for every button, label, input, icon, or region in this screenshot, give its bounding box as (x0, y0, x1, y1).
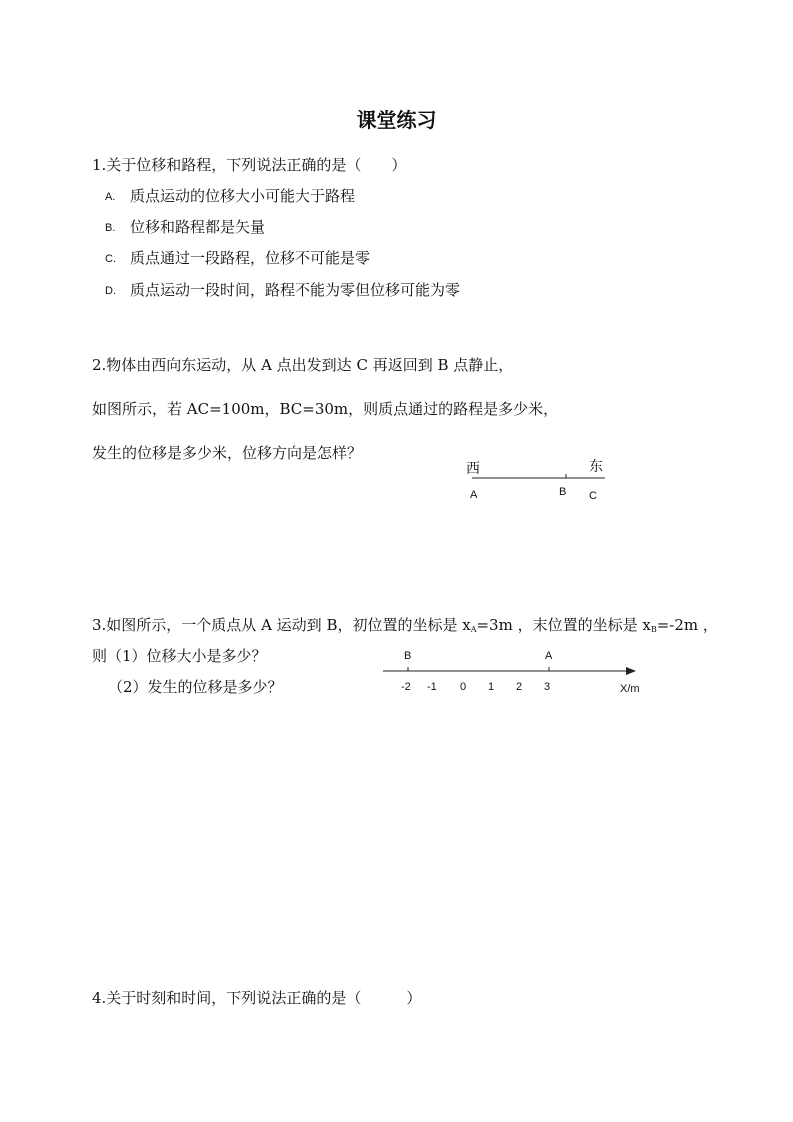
q1-option-c-letter: C. (105, 253, 116, 265)
q2-west-label: 西 (466, 461, 480, 477)
q3-tick-label-0: 0 (460, 681, 467, 693)
q2-east-label: 东 (589, 459, 603, 475)
q3-axis-arrow (626, 667, 636, 675)
q3-point-b-label: B (404, 650, 412, 662)
q1-option-c: 质点通过一段路程，位移不可能是零 (130, 249, 371, 267)
q3-tick-label-2: 2 (516, 681, 523, 693)
q3-axis-unit-label: X/m (620, 683, 640, 695)
q3-line-3: （2）发生的位移是多少？ (108, 678, 283, 696)
q3-tick-label-1: 1 (488, 681, 495, 693)
q2-point-c-label: C (589, 490, 597, 502)
q3-subscript-b: B (650, 625, 657, 634)
q1-option-b-letter: B. (105, 222, 116, 234)
q2-line-3: 发生的位移是多少米，位移方向是怎样？ (92, 444, 363, 462)
q1-option-b: 位移和路程都是矢量 (130, 218, 266, 236)
q3-point-a-label: A (545, 650, 553, 662)
q3-tick-label-neg1: -1 (427, 681, 437, 693)
q4-stem: 4.关于时刻和时间，下列说法正确的是（ ） (92, 989, 422, 1007)
q3-line-1-pre: 3.如图所示，一个质点从 A 运动到 B，初位置的坐标是 x (92, 616, 471, 634)
q1-option-a-letter: A. (105, 191, 116, 203)
q2-line-2: 如图所示，若 AC=100m，BC=30m，则质点通过的路程是多少米， (92, 400, 559, 418)
q3-subscript-a: A (470, 625, 477, 634)
q1-stem: 1.关于位移和路程，下列说法正确的是（ ） (92, 156, 407, 174)
page-title: 课堂练习 (356, 108, 437, 132)
q1-option-a: 质点运动的位移大小可能大于路程 (130, 187, 356, 205)
q3-line-1 (92, 616, 718, 639)
q1-option-d: 质点运动一段时间，路程不能为零但位移可能为零 (130, 281, 461, 299)
q3-tick-label-3: 3 (544, 681, 551, 693)
q3-tick-label-neg2: -2 (401, 681, 411, 693)
q3-line-1-post: =-2m ， (656, 616, 718, 634)
q1-option-d-letter: D. (105, 285, 116, 297)
q2-point-a-label: A (470, 489, 478, 501)
q3-line-1-mid: =3m ，末位置的坐标是 x (476, 616, 651, 634)
q2-point-b-label: B (559, 486, 567, 498)
q2-line-1: 2.物体由西向东运动，从 A 点出发到达 C 再返回到 B 点静止， (92, 356, 514, 374)
q3-line-2: 则（1）位移大小是多少？ (92, 647, 267, 665)
